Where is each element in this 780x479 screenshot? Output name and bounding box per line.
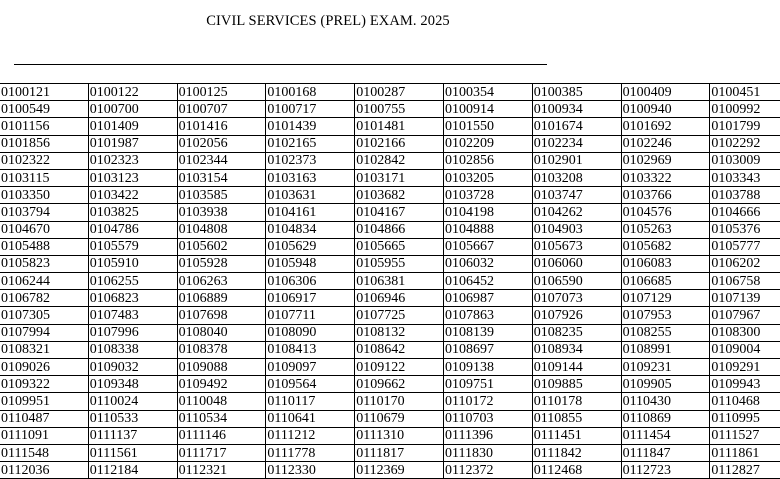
roll-number-cell: 0103747: [532, 187, 621, 204]
roll-number-cell: 0111830: [443, 444, 532, 461]
roll-number-cell: 0105629: [266, 238, 355, 255]
roll-number-cell: 0103322: [621, 169, 710, 186]
table-row: [0, 101, 780, 118]
roll-number-cell: 0102292: [710, 135, 780, 152]
roll-number-cell: 0105667: [443, 238, 532, 255]
roll-number-cell: 0101409: [88, 118, 177, 135]
roll-number-cell: 0112468: [532, 462, 621, 479]
roll-number-cell: 0106263: [177, 273, 266, 290]
roll-number-cell: 0108697: [443, 341, 532, 358]
roll-number-cell: 0101674: [532, 118, 621, 135]
roll-number-cell: 0104576: [621, 204, 710, 221]
roll-number-cell: 0110170: [355, 393, 444, 410]
roll-number-cell: 0104198: [443, 204, 532, 221]
roll-number-cell: 0112372: [443, 462, 532, 479]
roll-number-cell: 0103682: [355, 187, 444, 204]
roll-number-cell: 0107711: [266, 307, 355, 324]
roll-number-cell: 0105928: [177, 255, 266, 272]
roll-number-cell: 0110869: [621, 410, 710, 427]
roll-number-cell: 0100700: [88, 101, 177, 118]
roll-number-cell: 0103788: [710, 187, 780, 204]
roll-number-cell: 0100451: [710, 84, 780, 101]
roll-number-cell: 0109144: [532, 359, 621, 376]
roll-number-cell: 0109943: [710, 376, 780, 393]
roll-number-cell: 0108040: [177, 324, 266, 341]
roll-number-cell: 0107967: [710, 307, 780, 324]
roll-number-cell: 0111137: [88, 427, 177, 444]
roll-number-cell: 0106060: [532, 255, 621, 272]
roll-number-cell: 0110995: [710, 410, 780, 427]
roll-number-cell: 0102234: [532, 135, 621, 152]
roll-number-cell: 0100717: [266, 101, 355, 118]
roll-number-cell: 0106758: [710, 273, 780, 290]
roll-number-cell: 0104670: [0, 221, 88, 238]
roll-number-cell: 0105910: [88, 255, 177, 272]
roll-number-cell: 0100287: [355, 84, 444, 101]
roll-number-cell: 0103163: [266, 169, 355, 186]
roll-number-cell: 0103009: [710, 152, 780, 169]
roll-number-cell: 0102344: [177, 152, 266, 169]
roll-number-cell: 0111548: [0, 444, 88, 461]
roll-number-cell: 0107129: [621, 290, 710, 307]
roll-number-cell: 0111842: [532, 444, 621, 461]
roll-number-cell: 0106917: [266, 290, 355, 307]
table-row: [0, 376, 780, 393]
table-row: [0, 307, 780, 324]
roll-number-cell: 0109026: [0, 359, 88, 376]
roll-number-cell: 0106987: [443, 290, 532, 307]
roll-number-cell: 0103171: [355, 169, 444, 186]
roll-number-cell: 0111817: [355, 444, 444, 461]
roll-number-cell: 0110487: [0, 410, 88, 427]
roll-number-cell: 0104866: [355, 221, 444, 238]
roll-number-cell: 0106590: [532, 273, 621, 290]
roll-number-cell: 0100122: [88, 84, 177, 101]
roll-number-cell: 0107953: [621, 307, 710, 324]
roll-number-cell: 0112369: [355, 462, 444, 479]
roll-number-cell: 0103123: [88, 169, 177, 186]
roll-number-cell: 0107725: [355, 307, 444, 324]
roll-number-table-body: [0, 84, 780, 479]
roll-number-cell: 0106452: [443, 273, 532, 290]
roll-number-cell: 0110533: [88, 410, 177, 427]
roll-number-cell: 0108139: [443, 324, 532, 341]
roll-number-cell: 0109662: [355, 376, 444, 393]
roll-number-cell: 0100992: [710, 101, 780, 118]
roll-number-cell: 0104888: [443, 221, 532, 238]
roll-number-cell: 0104666: [710, 204, 780, 221]
roll-number-cell: 0105602: [177, 238, 266, 255]
roll-number-cell: 0109122: [355, 359, 444, 376]
roll-number-cell: 0105823: [0, 255, 88, 272]
roll-number-cell: 0104834: [266, 221, 355, 238]
roll-number-cell: 0111212: [266, 427, 355, 444]
roll-number-cell: 0106202: [710, 255, 780, 272]
roll-number-cell: 0107073: [532, 290, 621, 307]
table-row: [0, 135, 780, 152]
table-row: [0, 444, 780, 461]
roll-number-cell: 0109231: [621, 359, 710, 376]
roll-number-cell: 0102209: [443, 135, 532, 152]
roll-number-cell: 0112321: [177, 462, 266, 479]
roll-number-cell: 0106255: [88, 273, 177, 290]
roll-number-cell: 0107926: [532, 307, 621, 324]
roll-number-cell: 0106083: [621, 255, 710, 272]
roll-number-cell: 0110855: [532, 410, 621, 427]
roll-number-cell: 0100385: [532, 84, 621, 101]
table-row: [0, 324, 780, 341]
roll-number-cell: 0111451: [532, 427, 621, 444]
roll-number-cell: 0102165: [266, 135, 355, 152]
roll-number-cell: 0102056: [177, 135, 266, 152]
roll-number-cell: 0107698: [177, 307, 266, 324]
roll-number-cell: 0108338: [88, 341, 177, 358]
roll-number-cell: 0105376: [710, 221, 780, 238]
roll-number-cell: 0105948: [266, 255, 355, 272]
roll-number-cell: 0101692: [621, 118, 710, 135]
roll-number-cell: 0106244: [0, 273, 88, 290]
table-row: [0, 462, 780, 479]
roll-number-cell: 0100914: [443, 101, 532, 118]
roll-number-cell: 0107483: [88, 307, 177, 324]
roll-number-cell: 0109097: [266, 359, 355, 376]
roll-number-cell: 0111146: [177, 427, 266, 444]
roll-number-cell: 0108991: [621, 341, 710, 358]
roll-number-cell: 0109492: [177, 376, 266, 393]
roll-number-cell: 0108235: [532, 324, 621, 341]
roll-number-cell: 0108300: [710, 324, 780, 341]
roll-number-cell: 0103728: [443, 187, 532, 204]
roll-number-cell: 0101856: [0, 135, 88, 152]
roll-number-cell: 0103794: [0, 204, 88, 221]
roll-number-cell: 0110641: [266, 410, 355, 427]
table-row: [0, 273, 780, 290]
roll-number-cell: 0105955: [355, 255, 444, 272]
roll-number-cell: 0103208: [532, 169, 621, 186]
roll-number-cell: 0108132: [355, 324, 444, 341]
roll-number-cell: 0109885: [532, 376, 621, 393]
table-row: [0, 255, 780, 272]
roll-number-cell: 0101416: [177, 118, 266, 135]
roll-number-cell: 0104262: [532, 204, 621, 221]
table-row: [0, 341, 780, 358]
roll-number-cell: 0100934: [532, 101, 621, 118]
roll-number-cell: 0103115: [0, 169, 88, 186]
roll-number-cell: 0109138: [443, 359, 532, 376]
roll-number-cell: 0103585: [177, 187, 266, 204]
table-row: [0, 187, 780, 204]
roll-number-cell: 0107994: [0, 324, 88, 341]
roll-number-cell: 0112330: [266, 462, 355, 479]
table-row: [0, 427, 780, 444]
roll-number-cell: 0104167: [355, 204, 444, 221]
table-row: [0, 359, 780, 376]
roll-number-cell: 0105777: [710, 238, 780, 255]
roll-number-cell: 0101550: [443, 118, 532, 135]
roll-number-cell: 0109951: [0, 393, 88, 410]
roll-number-cell: 0107305: [0, 307, 88, 324]
roll-number-cell: 0110048: [177, 393, 266, 410]
roll-number-cell: 0112036: [0, 462, 88, 479]
table-row: [0, 204, 780, 221]
roll-number-cell: 0109348: [88, 376, 177, 393]
roll-number-cell: 0103343: [710, 169, 780, 186]
roll-number-cell: 0103766: [621, 187, 710, 204]
roll-number-cell: 0107996: [88, 324, 177, 341]
table-row: [0, 152, 780, 169]
roll-number-cell: 0100121: [0, 84, 88, 101]
roll-number-cell: 0104903: [532, 221, 621, 238]
roll-number-cell: 0102856: [443, 152, 532, 169]
roll-number-cell: 0107139: [710, 290, 780, 307]
roll-number-cell: 0109905: [621, 376, 710, 393]
roll-number-cell: 0101156: [0, 118, 88, 135]
roll-number-cell: 0110534: [177, 410, 266, 427]
roll-number-cell: 0108642: [355, 341, 444, 358]
roll-number-cell: 0107863: [443, 307, 532, 324]
roll-number-cell: 0110468: [710, 393, 780, 410]
roll-number-cell: 0108413: [266, 341, 355, 358]
roll-number-cell: 0101799: [710, 118, 780, 135]
roll-number-cell: 0100549: [0, 101, 88, 118]
table-row: [0, 410, 780, 427]
roll-number-cell: 0112827: [710, 462, 780, 479]
roll-number-cell: 0106823: [88, 290, 177, 307]
roll-number-cell: 0102373: [266, 152, 355, 169]
roll-number-cell: 0110703: [443, 410, 532, 427]
roll-number-cell: 0100707: [177, 101, 266, 118]
roll-number-cell: 0110679: [355, 410, 444, 427]
roll-number-cell: 0110024: [88, 393, 177, 410]
roll-number-table: [0, 83, 780, 479]
roll-number-cell: 0100354: [443, 84, 532, 101]
roll-number-cell: 0100940: [621, 101, 710, 118]
roll-number-cell: 0111396: [443, 427, 532, 444]
table-row: [0, 393, 780, 410]
roll-number-cell: 0109751: [443, 376, 532, 393]
table-row: [0, 169, 780, 186]
roll-number-cell: 0112184: [88, 462, 177, 479]
roll-number-cell: 0111778: [266, 444, 355, 461]
roll-number-cell: 0109032: [88, 359, 177, 376]
roll-number-cell: 0105665: [355, 238, 444, 255]
roll-number-cell: 0106032: [443, 255, 532, 272]
roll-number-cell: 0110430: [621, 393, 710, 410]
roll-number-cell: 0105263: [621, 221, 710, 238]
roll-number-cell: 0106889: [177, 290, 266, 307]
roll-number-cell: 0102323: [88, 152, 177, 169]
roll-number-cell: 0105682: [621, 238, 710, 255]
roll-number-cell: 0111847: [621, 444, 710, 461]
roll-number-cell: 0111861: [710, 444, 780, 461]
roll-number-cell: 0100755: [355, 101, 444, 118]
roll-number-cell: 0100125: [177, 84, 266, 101]
table-row: [0, 118, 780, 135]
roll-number-cell: 0100168: [266, 84, 355, 101]
roll-number-cell: 0106685: [621, 273, 710, 290]
roll-number-cell: 0111717: [177, 444, 266, 461]
roll-number-cell: 0103154: [177, 169, 266, 186]
roll-number-cell: 0102842: [355, 152, 444, 169]
roll-number-cell: 0109004: [710, 341, 780, 358]
roll-number-cell: 0102969: [621, 152, 710, 169]
roll-number-cell: 0108378: [177, 341, 266, 358]
table-row: [0, 290, 780, 307]
roll-number-cell: 0103422: [88, 187, 177, 204]
roll-number-cell: 0111454: [621, 427, 710, 444]
roll-number-cell: 0103205: [443, 169, 532, 186]
roll-number-cell: 0111310: [355, 427, 444, 444]
roll-number-cell: 0105488: [0, 238, 88, 255]
roll-number-cell: 0103825: [88, 204, 177, 221]
roll-number-cell: 0111091: [0, 427, 88, 444]
roll-number-cell: 0112723: [621, 462, 710, 479]
roll-number-cell: 0111561: [88, 444, 177, 461]
roll-number-cell: 0102322: [0, 152, 88, 169]
roll-number-cell: 0104161: [266, 204, 355, 221]
divider-line: [14, 64, 547, 65]
roll-number-cell: 0105673: [532, 238, 621, 255]
roll-number-cell: 0110172: [443, 393, 532, 410]
roll-number-cell: 0100409: [621, 84, 710, 101]
roll-number-cell: 0103350: [0, 187, 88, 204]
roll-number-cell: 0106381: [355, 273, 444, 290]
roll-number-cell: 0106782: [0, 290, 88, 307]
roll-number-cell: 0109322: [0, 376, 88, 393]
table-row: [0, 221, 780, 238]
roll-number-cell: 0109088: [177, 359, 266, 376]
roll-number-cell: 0109564: [266, 376, 355, 393]
roll-number-cell: 0108934: [532, 341, 621, 358]
roll-number-cell: 0108255: [621, 324, 710, 341]
roll-number-cell: 0103938: [177, 204, 266, 221]
roll-number-cell: 0110117: [266, 393, 355, 410]
roll-number-cell: 0104786: [88, 221, 177, 238]
roll-number-cell: 0104808: [177, 221, 266, 238]
roll-number-cell: 0108090: [266, 324, 355, 341]
roll-number-cell: 0106946: [355, 290, 444, 307]
roll-number-cell: 0105579: [88, 238, 177, 255]
roll-number-cell: 0101439: [266, 118, 355, 135]
roll-number-cell: 0109291: [710, 359, 780, 376]
roll-number-cell: 0108321: [0, 341, 88, 358]
table-row: [0, 238, 780, 255]
roll-number-cell: 0111527: [710, 427, 780, 444]
roll-number-cell: 0102246: [621, 135, 710, 152]
roll-number-cell: 0110178: [532, 393, 621, 410]
roll-number-cell: 0106306: [266, 273, 355, 290]
table-row: [0, 84, 780, 101]
roll-number-cell: 0102166: [355, 135, 444, 152]
roll-number-cell: 0103631: [266, 187, 355, 204]
page-title: CIVIL SERVICES (PREL) EXAM. 2025: [206, 13, 450, 29]
roll-number-cell: 0102901: [532, 152, 621, 169]
roll-number-cell: 0101481: [355, 118, 444, 135]
roll-number-cell: 0101987: [88, 135, 177, 152]
